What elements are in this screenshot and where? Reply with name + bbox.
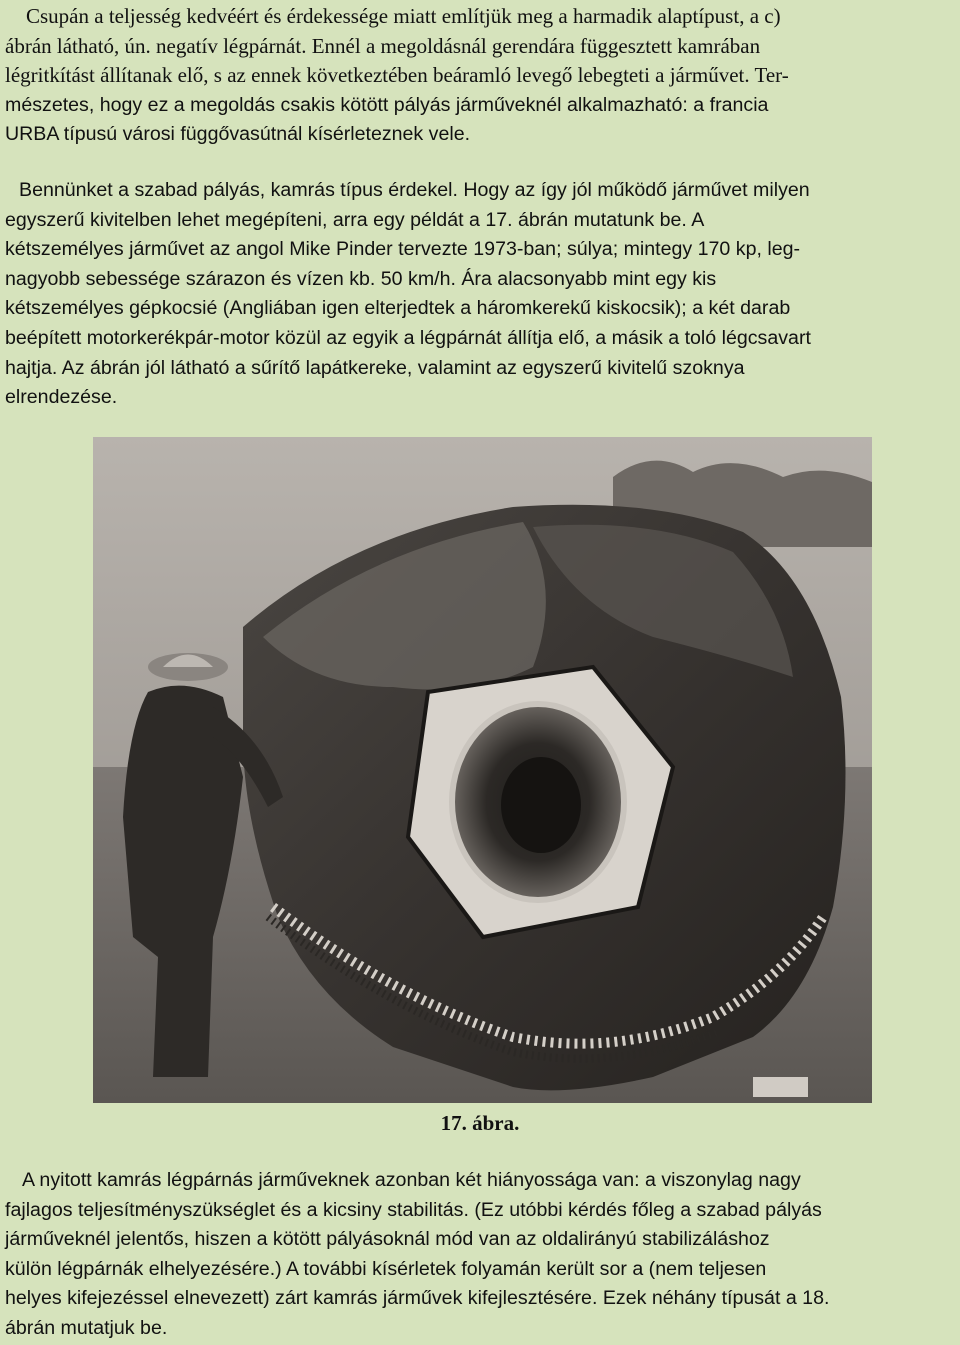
figure-caption: 17. ábra. bbox=[440, 1111, 520, 1135]
paragraph-line: egyszerű kivitelben lehet megépíteni, arra egy példát a 17. ábrán mutatunk be. A bbox=[5, 208, 705, 231]
paragraph-line: nagyobb sebessége szárazon és vízen kb. 50 km/h. Ára alacsonyabb mint egy kis bbox=[5, 267, 717, 290]
paragraph-line: Csupán a teljesség kedvéért és érdekessége miatt említjük meg a harmadik alaptípust, a c) bbox=[26, 4, 781, 28]
paragraph-line: fajlagos teljesítményszükséglet és a kicsiny stabilitás. (Ez utóbbi kérdés főleg a szabad pályás bbox=[5, 1198, 822, 1221]
paragraph-line: hajtja. Az ábrán jól látható a sűrítő lapátkereke, valamint az egyszerű kivitelű szoknya bbox=[5, 356, 745, 379]
paragraph-line: ábrán mutatjuk be. bbox=[5, 1316, 168, 1339]
hovercraft-photo bbox=[93, 437, 872, 1103]
paragraph-negative-air-cushion bbox=[5, 2, 957, 150]
paragraph-line: külön légpárnák elhelyezésére.) A további kísérletek folyamán került sor a (nem teljesen bbox=[5, 1257, 767, 1280]
paragraph-line: helyes kifejezéssel elnevezett) zárt kamrás járművek kifejlesztésére. Ezek néhány típusát a 18. bbox=[5, 1287, 830, 1310]
paragraph-line: A nyitott kamrás légpárnás járműveknek azonban két hiányossága van: a viszonylag nagy bbox=[22, 1169, 801, 1191]
paragraph-mike-pinder-vehicle bbox=[5, 176, 957, 413]
paragraph-open-chamber-drawbacks bbox=[5, 1166, 957, 1344]
paragraph-line: beépített motorkerékpár-motor közül az egyik a légpárnát állítja elő, a másik a toló légcsavart bbox=[5, 326, 811, 349]
paragraph-line: mészetes, hogy ez a megoldás csakis kötött pályás járműveknél alkalmazható: a francia bbox=[5, 93, 769, 116]
paragraph-line: járműveknél jelentős, hiszen a kötött pályásoknál mód van az oldalirányú stabilizáláshoz bbox=[5, 1228, 770, 1251]
paragraph-line: URBA típusú városi függővasútnál kísérleteznek vele. bbox=[5, 123, 471, 146]
paragraph-line: Bennünket a szabad pályás, kamrás típus érdekel. Hogy az így jól működő járművet milyen bbox=[19, 179, 810, 201]
paragraph-line: légritkítást állítanak elő, s az ennek következtében beáramló levegő lebegteti a járművet. Ter- bbox=[5, 63, 789, 88]
paragraph-line: kétszemélyes gépkocsié (Angliában igen elterjedtek a háromkerekű kiskocsik); a két darab bbox=[5, 297, 791, 320]
paragraph-line: elrendezése. bbox=[5, 386, 118, 409]
paragraph-line: ábrán látható, ún. negatív légpárnát. Ennél a megoldásnál gerendára függesztett kamrában bbox=[5, 33, 761, 58]
paragraph-line: kétszemélyes járművet az angol Mike Pinder tervezte 1973-ban; súlya; mintegy 170 kp, leg- bbox=[5, 238, 801, 261]
